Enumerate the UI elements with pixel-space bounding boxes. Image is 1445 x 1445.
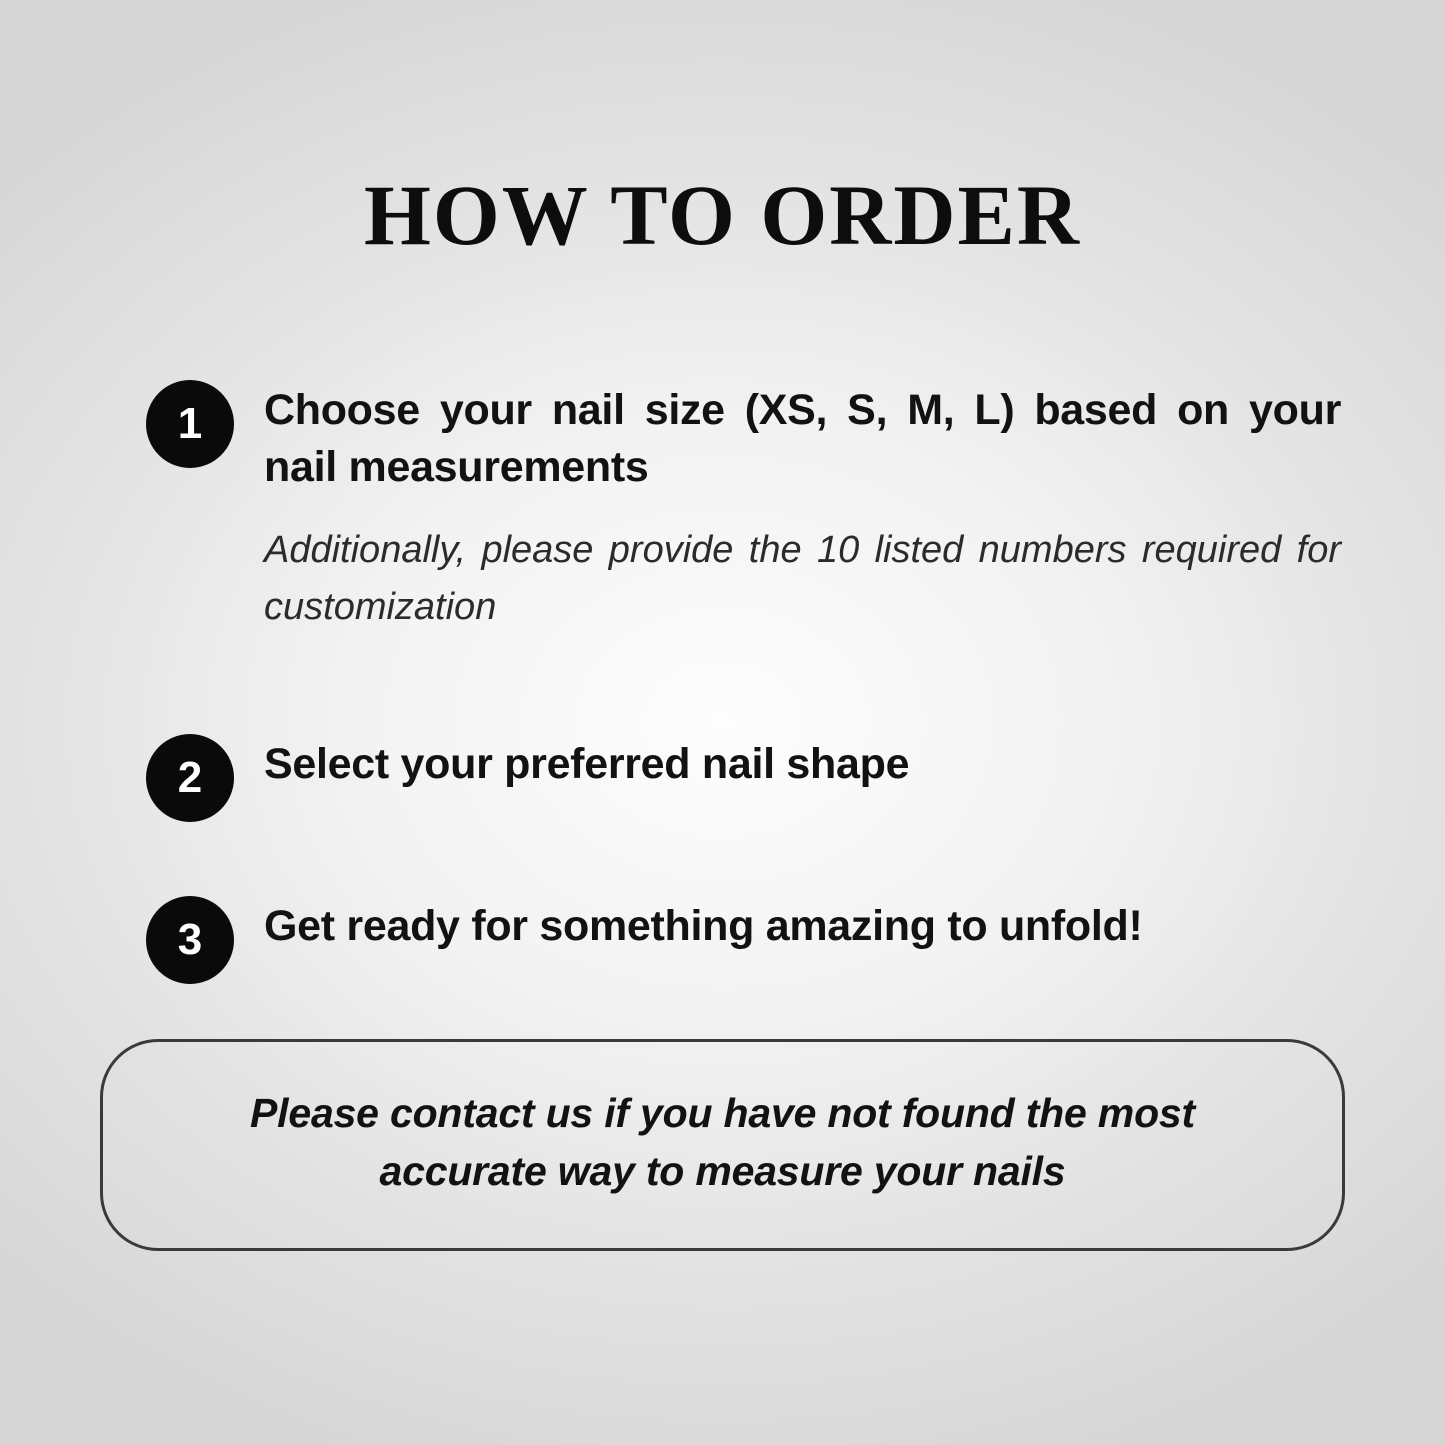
step-title: Choose your nail size (XS, S, M, L) based on your nail measurements bbox=[264, 386, 1341, 491]
contact-callout bbox=[100, 1039, 1345, 1251]
steps-list bbox=[0, 378, 1445, 984]
step-number-badge: 3 bbox=[146, 896, 234, 984]
contact-callout-text: Please contact us if you have not found the most accurate way to measure your nails bbox=[250, 1089, 1195, 1194]
list-item bbox=[146, 894, 1341, 984]
step-title: Select your preferred nail shape bbox=[264, 739, 910, 788]
step-body bbox=[264, 732, 1341, 793]
step-body bbox=[264, 378, 1341, 636]
list-item bbox=[146, 378, 1341, 636]
page-title: HOW TO ORDER bbox=[364, 167, 1081, 263]
list-item bbox=[146, 732, 1341, 822]
step-number-badge: 1 bbox=[146, 380, 234, 468]
step-body bbox=[264, 894, 1341, 955]
step-number-badge: 2 bbox=[146, 734, 234, 822]
step-note: Additionally, please provide the 10 listed numbers required for customization bbox=[264, 528, 1341, 628]
step-title: Get ready for something amazing to unfold! bbox=[264, 901, 1143, 950]
